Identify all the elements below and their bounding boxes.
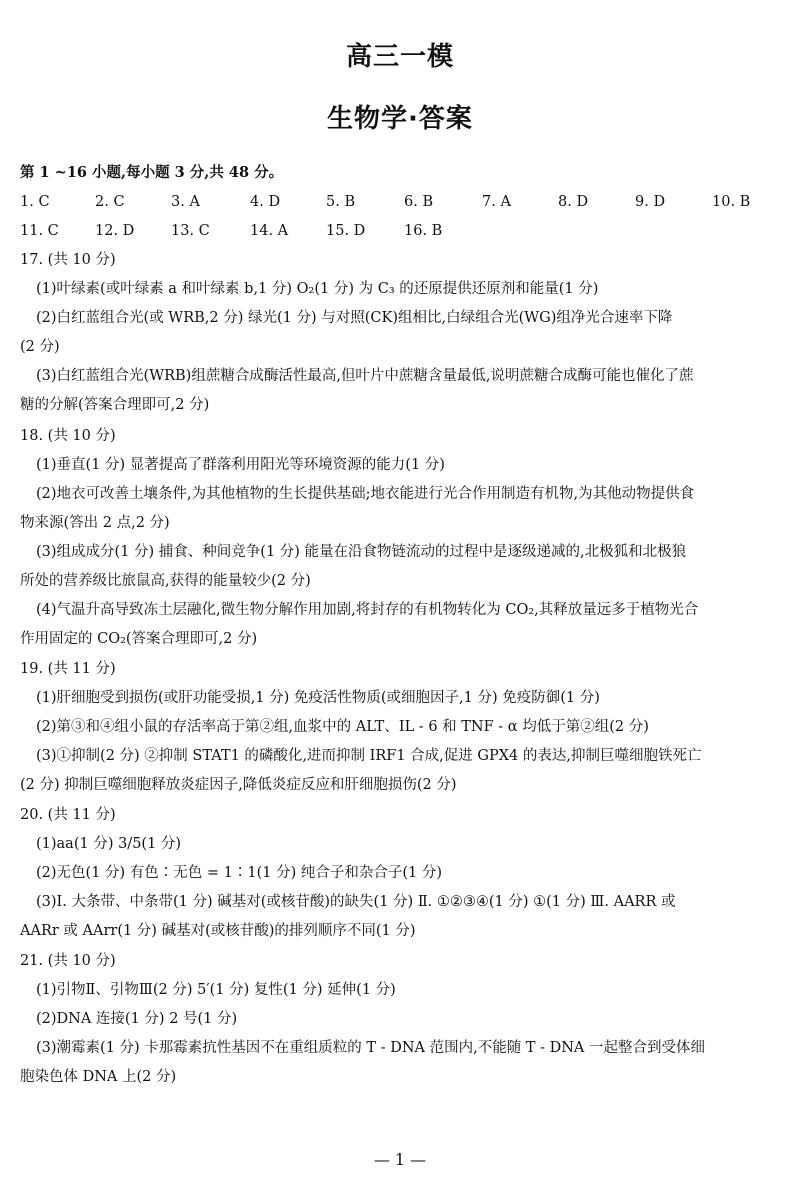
question-17-heading: 17. (共 10 分) [20, 252, 116, 268]
answer-line: (2 分) 抑制巨噬细胞释放炎症因子,降低炎症反应和肝细胞损伤(2 分) [20, 777, 457, 793]
answer-line: (3)Ⅰ. 大条带、中条带(1 分) 碱基对(或核苷酸)的缺失(1 分) Ⅱ. ①②③④(1 分) ①(1 分) Ⅲ. AARR 或 [36, 894, 676, 910]
mcq-answer: 4. D [250, 194, 281, 210]
question-20-heading: 20. (共 11 分) [20, 807, 116, 823]
answer-line: (2)地衣可改善土壤条件,为其他植物的生长提供基础;地衣能进行光合作用制造有机物,为其他动物提供食 [36, 486, 695, 502]
mcq-answer: 5. B [326, 194, 356, 210]
question-21-heading: 21. (共 10 分) [20, 953, 116, 969]
answer-line: (3)潮霉素(1 分) 卡那霉素抗性基因不在重组质粒的 T - DNA 范围内,不能随 T - DNA 一起整合到受体细 [36, 1040, 705, 1056]
answer-line: (2)DNA 连接(1 分) 2 号(1 分) [36, 1011, 238, 1027]
answer-line: 胞染色体 DNA 上(2 分) [20, 1069, 177, 1085]
answer-line: 作用固定的 CO₂(答案合理即可,2 分) [20, 631, 258, 647]
answer-line: (3)白红蓝组合光(WRB)组蔗糖合成酶活性最高,但叶片中蔗糖含量最低,说明蔗糖合成酶可能也催化了蔗 [36, 368, 694, 384]
answer-line: AARr 或 AArr(1 分) 碱基对(或核苷酸)的排列顺序不同(1 分) [20, 923, 416, 939]
answer-line: (1)引物Ⅱ、引物Ⅲ(2 分) 5′(1 分) 复性(1 分) 延伸(1 分) [36, 982, 396, 998]
mcq-answer: 12. D [95, 223, 135, 239]
mcq-answer: 6. B [404, 194, 434, 210]
answer-line: 所处的营养级比旅鼠高,获得的能量较少(2 分) [20, 573, 311, 589]
answer-line: 物来源(答出 2 点,2 分) [20, 515, 170, 531]
answer-title: 生物学·答案 [327, 104, 473, 134]
answer-line: (2 分) [20, 339, 60, 355]
answer-line: (1)垂直(1 分) 显著提高了群落利用阳光等环境资源的能力(1 分) [36, 457, 445, 473]
mcq-answer: 11. C [20, 223, 59, 239]
answer-line: (2)第③和④组小鼠的存活率高于第②组,血浆中的 ALT、IL - 6 和 TNF - α 均低于第②组(2 分) [36, 719, 649, 735]
exam-title: 高三一模 [345, 42, 454, 72]
mcq-answer: 8. D [558, 194, 589, 210]
mcq-intro: 第 1 ~16 小题,每小题 3 分,共 48 分。 [20, 164, 284, 181]
mcq-answer: 1. C [20, 194, 50, 210]
mcq-answer: 2. C [95, 194, 125, 210]
mcq-answer: 7. A [482, 194, 511, 210]
question-19-heading: 19. (共 11 分) [20, 661, 116, 677]
answer-line: (4)气温升高导致冻土层融化,微生物分解作用加剧,将封存的有机物转化为 CO₂,其释放量远多于植物光合 [36, 602, 699, 618]
answer-line: (3)①抑制(2 分) ②抑制 STAT1 的磷酸化,进而抑制 IRF1 合成,促进 GPX4 的表达,抑制巨噬细胞铁死亡 [36, 748, 702, 764]
mcq-answer: 16. B [404, 223, 443, 239]
question-18-heading: 18. (共 10 分) [20, 428, 116, 444]
answer-line: (2)白红蓝组合光(或 WRB,2 分) 绿光(1 分) 与对照(CK)组相比,白绿组合光(WG)组净光合速率下降 [36, 310, 673, 326]
answer-line: (1)肝细胞受到损伤(或肝功能受损,1 分) 免疫活性物质(或细胞因子,1 分) 免疫防御(1 分) [36, 690, 600, 706]
answer-line: 糖的分解(答案合理即可,2 分) [20, 397, 210, 413]
mcq-answer: 3. A [171, 194, 200, 210]
page-number: — 1 — [373, 1150, 427, 1169]
mcq-answer: 13. C [171, 223, 210, 239]
mcq-answer: 9. D [635, 194, 666, 210]
answer-line: (3)组成成分(1 分) 捕食、种间竞争(1 分) 能量在沿食物链流动的过程中是逐级递减的,北极狐和北极狼 [36, 544, 687, 560]
mcq-answer: 14. A [250, 223, 289, 239]
answer-line: (1)叶绿素(或叶绿素 a 和叶绿素 b,1 分) O₂(1 分) 为 C₃ 的还原提供还原剂和能量(1 分) [36, 281, 599, 297]
mcq-answer: 15. D [326, 223, 366, 239]
answer-line: (2)无色(1 分) 有色∶无色 = 1∶1(1 分) 纯合子和杂合子(1 分) [36, 865, 443, 881]
mcq-answer: 10. B [712, 194, 751, 210]
answer-line: (1)aa(1 分) 3/5(1 分) [36, 836, 182, 852]
